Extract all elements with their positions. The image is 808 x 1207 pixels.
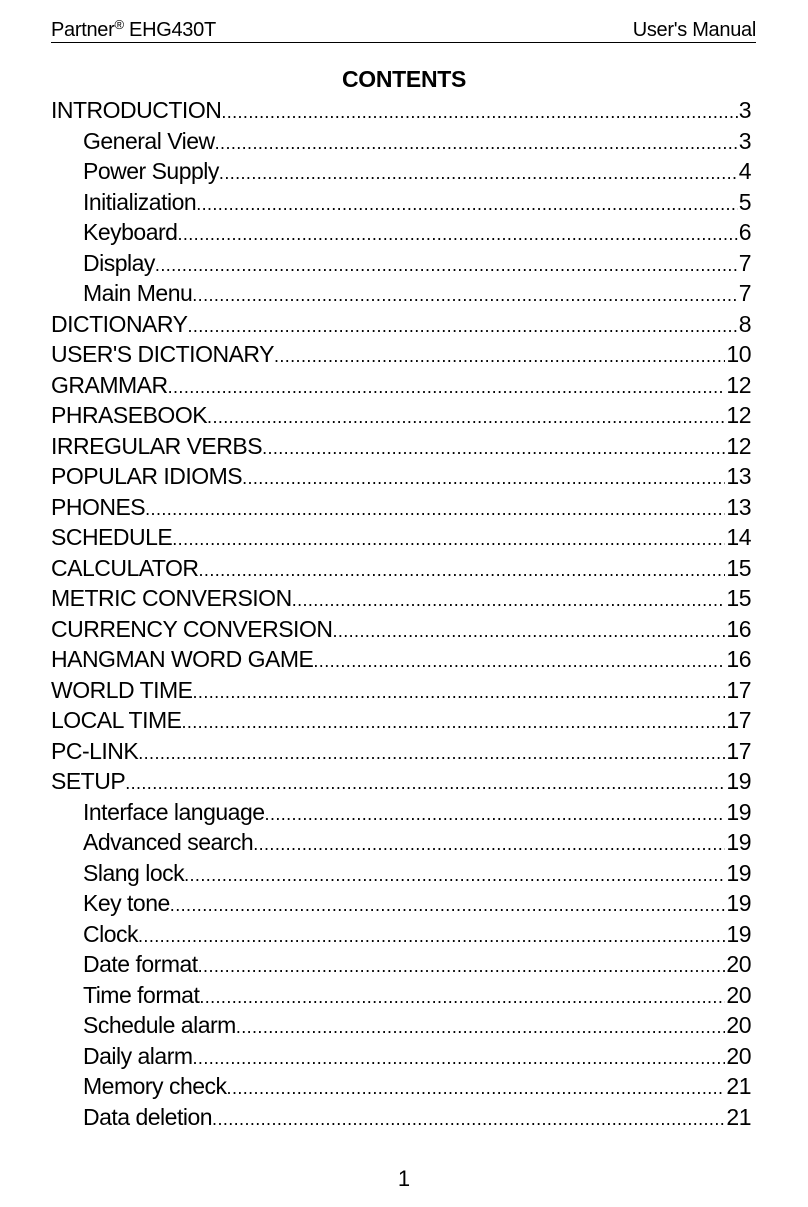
toc-entry[interactable] xyxy=(51,126,751,157)
toc-entry-page: 10 xyxy=(726,341,751,367)
toc-entry-label: General View xyxy=(83,127,215,154)
toc-entry-label: CALCULATOR xyxy=(51,554,199,581)
toc-leader-dots xyxy=(187,311,737,342)
toc-entry-page: 8 xyxy=(738,310,751,337)
toc-leader-dots xyxy=(274,341,725,372)
toc-leader-dots xyxy=(262,433,725,464)
toc-entry-label: Display xyxy=(83,249,155,276)
toc-entry-page: 19 xyxy=(726,798,751,825)
toc-entry[interactable] xyxy=(51,1041,751,1072)
product-name: Partner xyxy=(51,19,115,41)
toc-leader-dots xyxy=(155,250,738,281)
toc-entry[interactable] xyxy=(51,187,751,218)
toc-entry-label: HANGMAN WORD GAME xyxy=(51,646,314,672)
toc-entry-page: 16 xyxy=(726,646,751,672)
toc-leader-dots xyxy=(145,494,725,525)
toc-entry[interactable] xyxy=(51,95,751,126)
toc-entry[interactable] xyxy=(51,675,751,706)
toc-entry-label: PHRASEBOOK xyxy=(51,402,208,428)
toc-entry-page: 4 xyxy=(738,158,751,184)
toc-entry-page: 19 xyxy=(726,829,751,855)
toc-entry[interactable] xyxy=(51,400,751,431)
toc-leader-dots xyxy=(253,829,725,860)
toc-entry[interactable] xyxy=(51,492,751,523)
toc-leader-dots xyxy=(212,1104,725,1135)
toc-entry[interactable] xyxy=(51,827,751,858)
toc-entry-label: POPULAR IDIOMS xyxy=(51,463,243,489)
toc-entry-page: 7 xyxy=(738,280,751,306)
toc-leader-dots xyxy=(332,616,725,647)
toc-entry-label: WORLD TIME xyxy=(51,676,193,703)
toc-entry-page: 19 xyxy=(726,859,751,886)
toc-entry[interactable] xyxy=(51,614,751,645)
toc-leader-dots xyxy=(193,1043,726,1074)
toc-entry[interactable] xyxy=(51,431,751,462)
toc-leader-dots xyxy=(196,189,738,220)
toc-leader-dots xyxy=(198,951,726,982)
toc-leader-dots xyxy=(215,128,738,159)
toc-leader-dots xyxy=(199,555,726,586)
toc-entry-label: Keyboard xyxy=(83,219,178,245)
toc-entry-page: 3 xyxy=(738,127,751,154)
toc-entry-label: Date format xyxy=(83,951,198,977)
toc-entry-label: CURRENCY CONVERSION xyxy=(51,615,333,642)
toc-entry[interactable] xyxy=(51,766,751,797)
toc-leader-dots xyxy=(292,585,726,616)
toc-leader-dots xyxy=(193,677,726,708)
toc-leader-dots xyxy=(265,799,726,830)
toc-leader-dots xyxy=(207,402,725,433)
toc-entry[interactable] xyxy=(51,949,751,980)
toc-entry-label: LOCAL TIME xyxy=(51,707,182,733)
toc-entry-label: Clock xyxy=(83,920,139,947)
toc-entry[interactable] xyxy=(51,156,751,187)
toc-entry[interactable] xyxy=(51,980,751,1011)
toc-entry-page: 20 xyxy=(726,951,751,977)
toc-entry-label: DICTIONARY xyxy=(51,310,188,337)
toc-entry-page: 12 xyxy=(726,432,751,459)
toc-entry-page: 12 xyxy=(726,371,751,398)
toc-leader-dots xyxy=(313,646,725,677)
page-number: 1 xyxy=(397,1166,411,1191)
toc-entry-label: Power Supply xyxy=(83,158,219,184)
toc-entry[interactable] xyxy=(51,705,751,736)
toc-entry-label: Interface language xyxy=(83,798,265,825)
toc-leader-dots xyxy=(184,860,725,891)
toc-entry[interactable] xyxy=(51,339,751,370)
toc-leader-dots xyxy=(138,738,725,769)
page-header xyxy=(51,18,756,43)
toc-entry-label: Advanced search xyxy=(83,829,254,855)
toc-entry-page: 17 xyxy=(726,707,751,733)
toc-entry-label: Key tone xyxy=(83,890,170,916)
registered-mark: ® xyxy=(114,17,124,32)
toc-entry[interactable] xyxy=(51,461,751,492)
toc-entry-label: Initialization xyxy=(83,188,197,215)
toc-entry-label: METRIC CONVERSION xyxy=(51,585,292,611)
toc-leader-dots xyxy=(219,158,738,189)
toc-entry[interactable] xyxy=(51,309,751,340)
toc-entry-label: GRAMMAR xyxy=(51,371,168,398)
toc-entry-label: Data deletion xyxy=(83,1103,213,1130)
toc-entry[interactable] xyxy=(51,370,751,401)
toc-entry[interactable] xyxy=(51,644,751,675)
toc-entry[interactable] xyxy=(51,736,751,767)
toc-entry-label: PHONES xyxy=(51,493,146,520)
toc-leader-dots xyxy=(125,768,725,799)
toc-leader-dots xyxy=(242,463,725,494)
toc-entry-label: Slang lock xyxy=(83,859,185,886)
toc-entry-label: SETUP xyxy=(51,768,126,794)
toc-entry-label: Daily alarm xyxy=(83,1042,193,1069)
toc-leader-dots xyxy=(170,890,726,921)
toc-leader-dots xyxy=(227,1073,726,1104)
toc-leader-dots xyxy=(181,707,725,738)
toc-entry-page: 21 xyxy=(726,1073,751,1099)
page-title: CONTENTS xyxy=(341,66,467,92)
toc-entry[interactable] xyxy=(51,919,751,950)
toc-entry-label: SCHEDULE xyxy=(51,524,173,550)
toc-entry[interactable] xyxy=(51,248,751,279)
toc-leader-dots xyxy=(177,219,737,250)
toc-entry-page: 7 xyxy=(738,249,751,276)
toc-leader-dots xyxy=(199,982,725,1013)
toc-entry-page: 3 xyxy=(738,97,751,123)
toc-entry-label: IRREGULAR VERBS xyxy=(51,432,263,459)
toc-entry[interactable] xyxy=(51,583,751,614)
toc-entry-page: 14 xyxy=(726,524,751,550)
toc-entry-page: 21 xyxy=(726,1103,751,1130)
toc-entry-page: 16 xyxy=(726,615,751,642)
toc-entry[interactable] xyxy=(51,888,751,919)
toc-leader-dots xyxy=(172,524,725,555)
toc-entry-page: 19 xyxy=(726,768,751,794)
toc-entry-page: 20 xyxy=(726,1042,751,1069)
model-name: EHG430T xyxy=(123,19,216,41)
toc-entry-page: 15 xyxy=(726,585,751,611)
toc-entry-page: 17 xyxy=(726,737,751,764)
toc-entry[interactable] xyxy=(51,858,751,889)
toc-entry-page: 17 xyxy=(726,676,751,703)
toc-leader-dots xyxy=(236,1012,726,1043)
toc-entry[interactable] xyxy=(51,1102,751,1133)
toc-entry-page: 20 xyxy=(726,1012,751,1038)
toc-leader-dots xyxy=(192,280,737,311)
toc-entry-label: Memory check xyxy=(83,1073,227,1099)
toc-entry-label: Schedule alarm xyxy=(83,1012,236,1038)
toc-entry-page: 12 xyxy=(726,402,751,428)
toc-leader-dots xyxy=(221,97,737,128)
table-of-contents xyxy=(51,95,751,1132)
toc-entry[interactable] xyxy=(51,278,751,309)
toc-entry-page: 19 xyxy=(726,890,751,916)
header-manual-title: User's Manual xyxy=(632,19,756,41)
toc-entry-page: 15 xyxy=(726,554,751,581)
toc-entry[interactable] xyxy=(51,553,751,584)
toc-entry[interactable] xyxy=(51,1010,751,1041)
header-product xyxy=(51,18,216,42)
toc-entry[interactable] xyxy=(51,217,751,248)
toc-entry[interactable] xyxy=(51,1071,751,1102)
toc-leader-dots xyxy=(168,372,726,403)
toc-entry-page: 5 xyxy=(738,188,751,215)
toc-entry-page: 19 xyxy=(726,920,751,947)
toc-entry-label: USER'S DICTIONARY xyxy=(51,341,274,367)
toc-entry-label: Main Menu xyxy=(83,280,193,306)
toc-entry-label: INTRODUCTION xyxy=(51,97,222,123)
toc-entry-page: 20 xyxy=(726,981,751,1008)
toc-leader-dots xyxy=(138,921,725,952)
toc-entry-label: PC-LINK xyxy=(51,737,139,764)
toc-entry-page: 13 xyxy=(726,493,751,520)
toc-entry-page: 13 xyxy=(726,463,751,489)
toc-entry-label: Time format xyxy=(83,981,200,1008)
toc-entry-page: 6 xyxy=(738,219,751,245)
toc-entry[interactable] xyxy=(51,522,751,553)
toc-entry[interactable] xyxy=(51,797,751,828)
